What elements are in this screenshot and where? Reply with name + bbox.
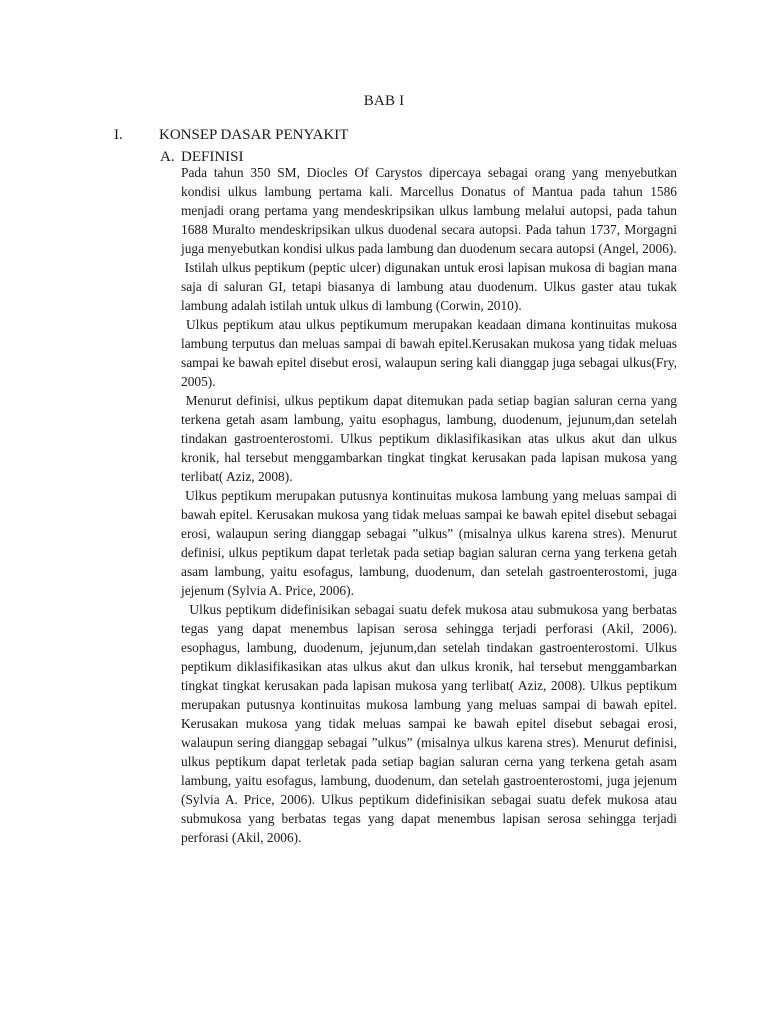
- paragraph: Pada tahun 350 SM, Diocles Of Carystos dipercaya sebagai orang yang menyebutkan kondisi ulkus lambung pertama kali. Marcellus Donatus of Mantua pada tahun 1586 menjadi orang pertama yang mendeskripsikan ulkus lambung melalui autopsi, pada tahun 1688 Muralto mendeskripsikan ulkus duodenal secara autopsi. Pada tahun 1737, Morgagni juga menyebutkan kondisi ulkus pada lambung dan duodenum secara autopsi (Angel, 2006).: [181, 165, 681, 256]
- body-text: [181, 163, 681, 847]
- section-title: KONSEP DASAR PENYAKIT: [159, 127, 349, 143]
- paragraph: Ulkus peptikum merupakan putusnya kontinuitas mukosa lambung yang meluas sampai di bawah epitel. Kerusakan mukosa yang tidak meluas sampai ke bawah epitel disebut sebagai erosi, walaupun sering dianggap sebagai ”ulkus” (misalnya ulkus karena stres). Menurut definisi, ulkus peptikum dapat terletak pada setiap bagian saluran cerna yang terkena getah asam lambung, yaitu esofagus, lambung, duodenum, dan setelah gastroenterostomi, juga jejenum (Sylvia A. Price, 2006).: [181, 488, 681, 598]
- paragraph: Istilah ulkus peptikum (peptic ulcer) digunakan untuk erosi lapisan mukosa di bagian mana saja di saluran GI, tetapi biasanya di lambung atau duodenum. Ulkus gaster atau tukak lambung adalah istilah untuk ulkus di lambung (Corwin, 2010).: [181, 260, 681, 313]
- paragraph: Ulkus peptikum didefinisikan sebagai suatu defek mukosa atau submukosa yang berbatas tegas yang dapat menembus lapisan serosa sehingga terjadi perforasi (Akil, 2006). esophagus, lambung, duodenum, jejunum,dan setelah tindakan gastroenterostomi. Ulkus peptikum diklasifikasikan atas ulkus akut dan ulkus kronik, hal tersebut menggambarkan tingkat tingkat kerusakan pada lapisan mukosa yang terlibat( Aziz, 2008). Ulkus peptikum merupakan putusnya kontinuitas mukosa lambung yang meluas sampai di bawah epitel. Kerusakan mukosa yang tidak meluas sampai ke bawah epitel disebut sebagai erosi, walaupun sering dianggap sebagai ”ulkus” (misalnya ulkus karena stres). Menurut definisi, ulkus peptikum dapat terletak pada setiap bagian saluran cerna yang terkena getah asam lambung, yaitu esofagus, lambung, duodenum, dan setelah gastroenterostomi, juga jejenum (Sylvia A. Price, 2006). Ulkus peptikum didefinisikan sebagai suatu defek mukosa atau submukosa yang berbatas tegas yang dapat menembus lapisan serosa sehingga terjadi perforasi (Akil, 2006).: [181, 602, 681, 845]
- section-number: I.: [114, 127, 123, 143]
- paragraph: Menurut definisi, ulkus peptikum dapat ditemukan pada setiap bagian saluran cerna yang terkena getah asam lambung, yaitu esophagus, lambung, duodenum, jejunum,dan setelah tindakan gastroenterostomi. Ulkus peptikum diklasifikasikan atas ulkus akut dan ulkus kronik, hal tersebut menggambarkan tingkat tingkat kerusakan pada lapisan mukosa yang terlibat( Aziz, 2008).: [181, 393, 681, 484]
- subsection-letter: A.: [160, 149, 175, 165]
- subsection-title: DEFINISI: [181, 149, 244, 165]
- chapter-title: BAB I: [363, 93, 405, 109]
- paragraph: Ulkus peptikum atau ulkus peptikumum merupakan keadaan dimana kontinuitas mukosa lambung terputus dan meluas sampai di bawah epitel.Kerusakan mukosa yang tidak meluas sampai ke bawah epitel disebut erosi, walaupun sering kali dianggap juga sebagai ulkus(Fry, 2005).: [181, 317, 681, 389]
